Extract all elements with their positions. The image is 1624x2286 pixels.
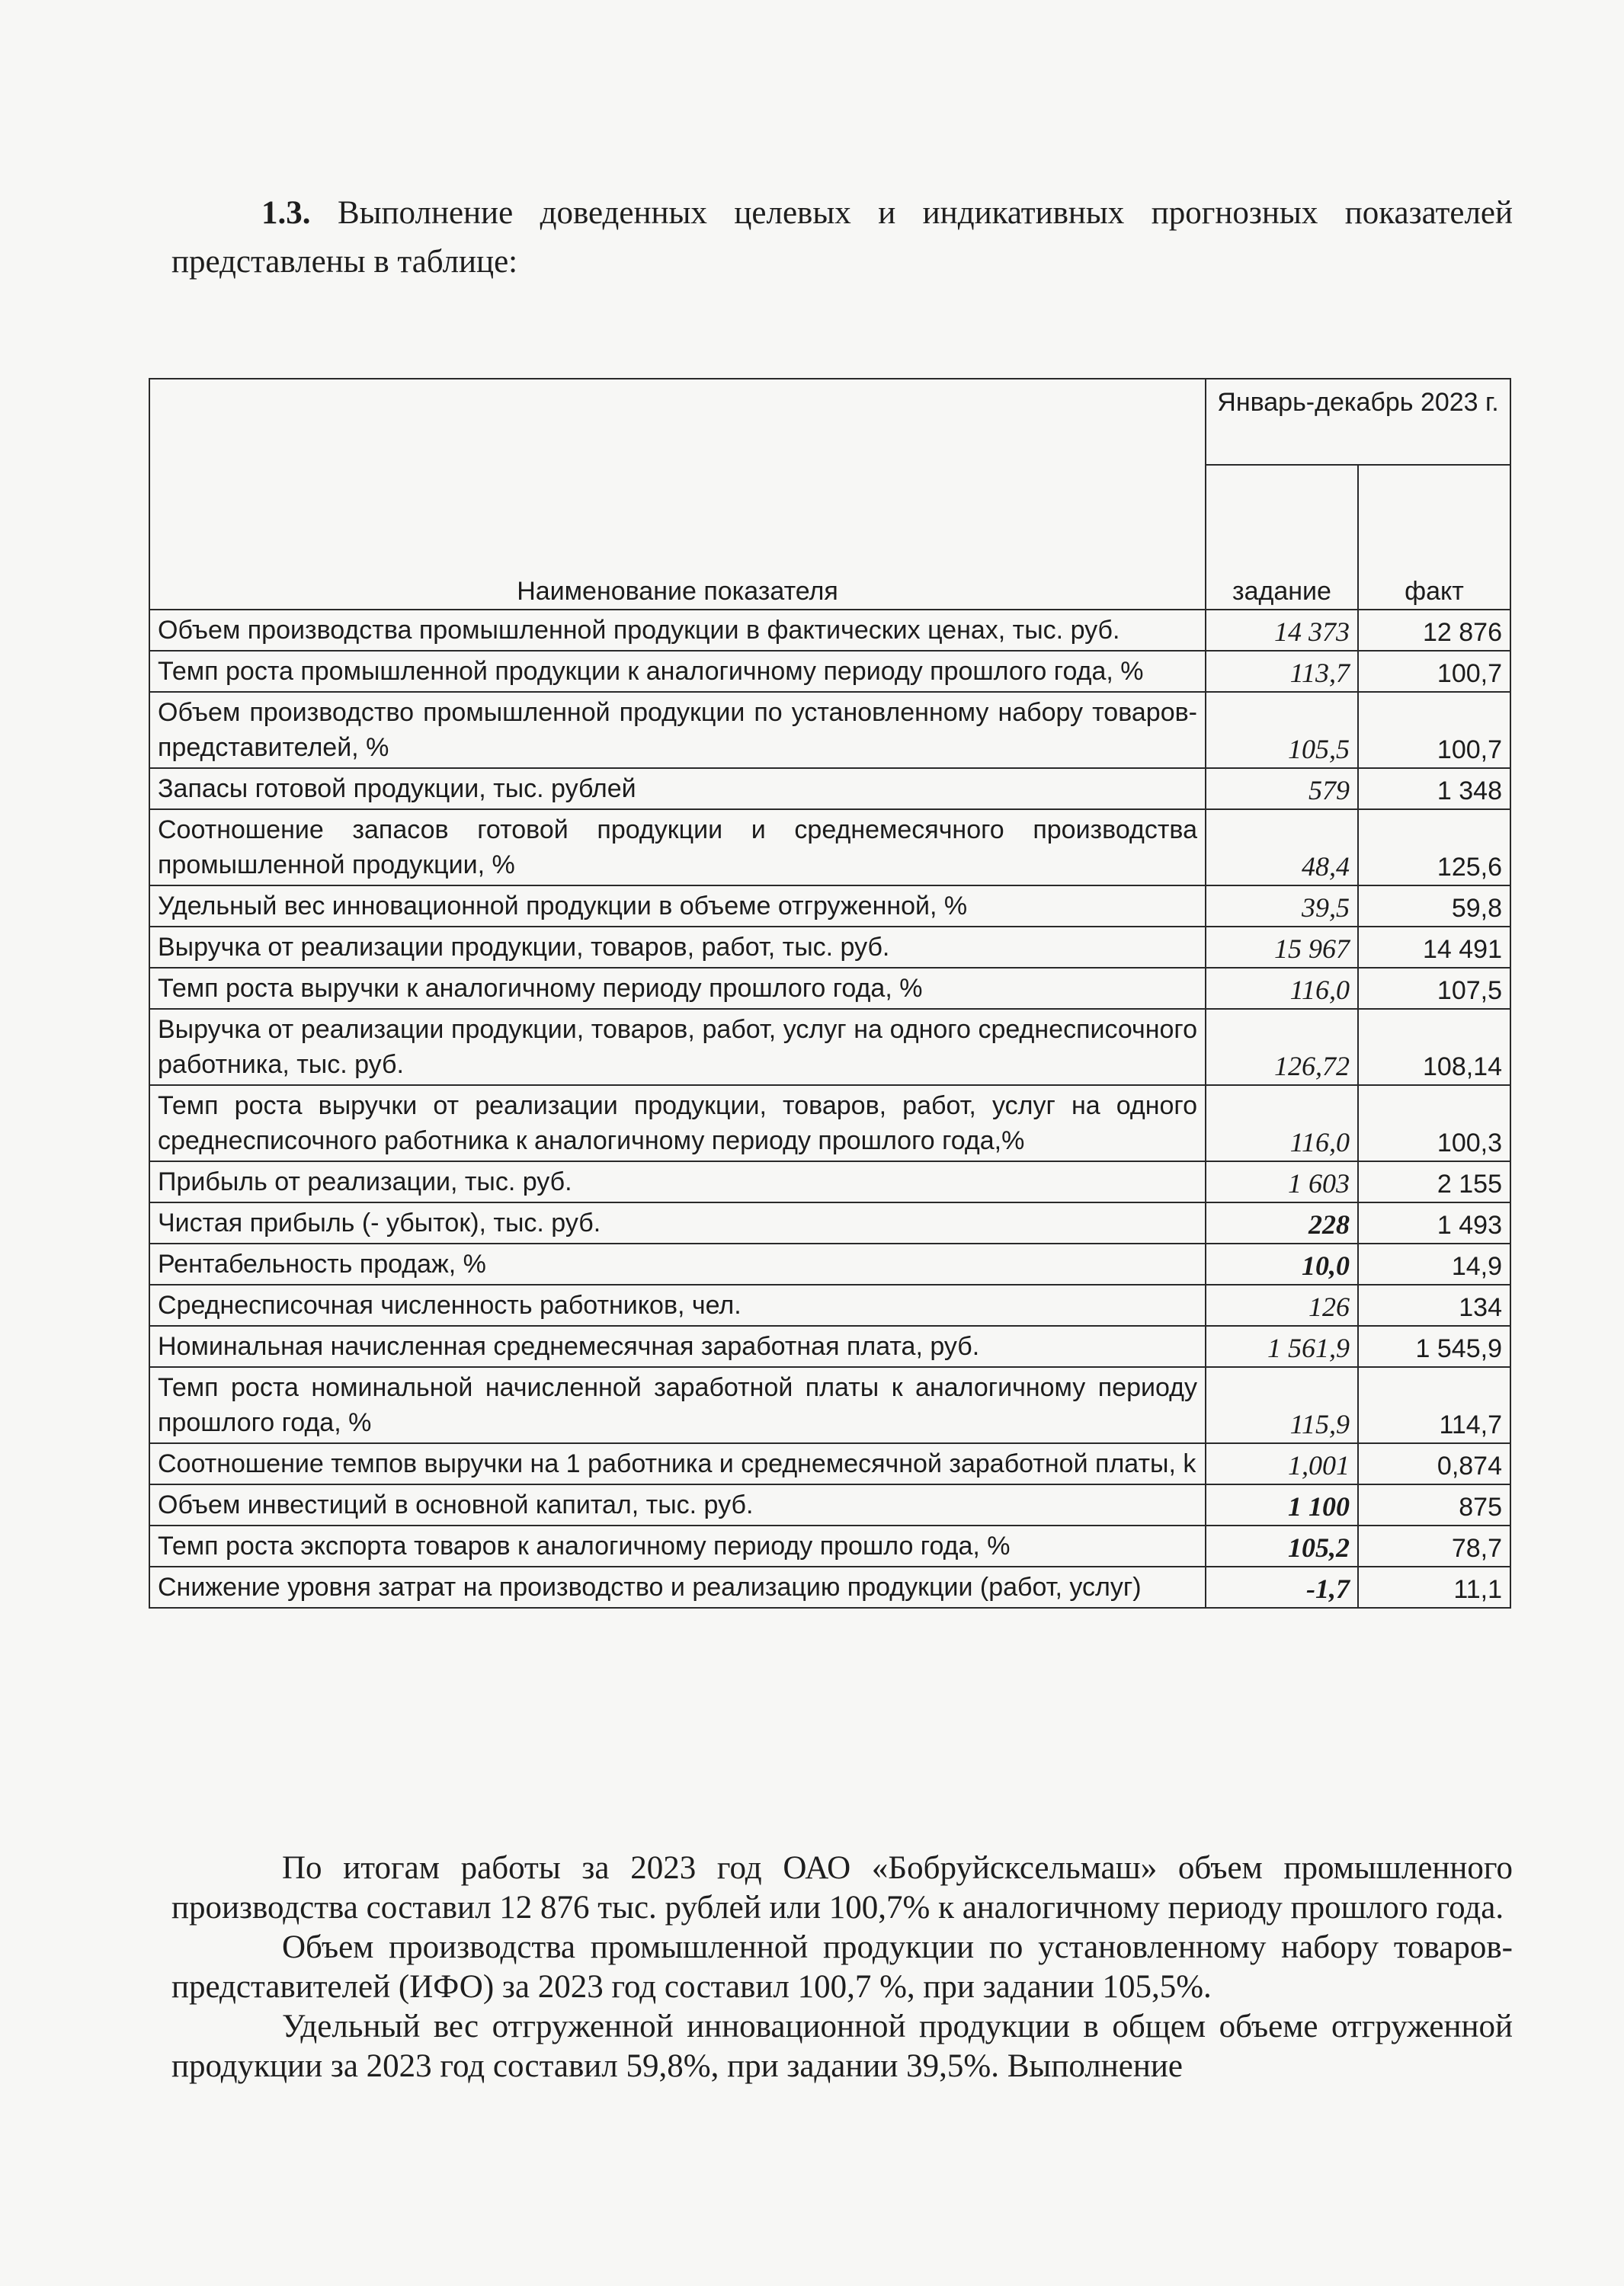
fact-value-cell: 107,5 <box>1358 968 1510 1009</box>
indicator-name-cell: Соотношение темпов выручки на 1 работника и среднемесячной заработной платы, k <box>149 1443 1206 1484</box>
fact-value-cell: 59,8 <box>1358 885 1510 927</box>
plan-value-cell: 1 603 <box>1206 1161 1358 1202</box>
table-row <box>149 610 1510 651</box>
plan-value-cell: 15 967 <box>1206 927 1358 968</box>
table-row <box>149 1085 1510 1161</box>
fact-value-cell: 875 <box>1358 1484 1510 1526</box>
summary-paragraph-3: Удельный вес отгруженной инновационной продукции в общем объеме отгруженной продукции за 2023 год составил 59,8%, при задании 39,5%. Выполнение <box>171 2009 1513 2084</box>
indicator-name-cell: Объем производство промышленной продукции по установленному набору товаров-представителей, % <box>149 692 1206 768</box>
plan-value-cell: 126 <box>1206 1285 1358 1326</box>
table-row <box>149 927 1510 968</box>
plan-value-cell: 14 373 <box>1206 610 1358 651</box>
plan-value-cell: 1,001 <box>1206 1443 1358 1484</box>
table-row <box>149 692 1510 768</box>
indicator-name-cell: Выручка от реализации продукции, товаров, работ, тыс. руб. <box>149 927 1206 968</box>
table-row <box>149 1526 1510 1567</box>
indicator-name-cell: Рентабельность продаж, % <box>149 1244 1206 1285</box>
plan-value-cell: 1 561,9 <box>1206 1326 1358 1367</box>
table-row <box>149 1009 1510 1085</box>
indicators-table <box>149 378 1511 1609</box>
plan-value-cell: 116,0 <box>1206 1085 1358 1161</box>
indicator-name-cell: Удельный вес инновационной продукции в объеме отгруженной, % <box>149 885 1206 927</box>
intro-line-2: представлены в таблице: <box>171 244 518 280</box>
plan-value-cell: 116,0 <box>1206 968 1358 1009</box>
fact-value-cell: 100,7 <box>1358 692 1510 768</box>
fact-value-cell: 108,14 <box>1358 1009 1510 1085</box>
intro-line-1 <box>171 189 1513 238</box>
fact-value-cell: 125,6 <box>1358 809 1510 885</box>
plan-value-cell: 10,0 <box>1206 1244 1358 1285</box>
fact-value-cell: 114,7 <box>1358 1367 1510 1443</box>
summary-paragraph-2: Объем производства промышленной продукции по установленному набору товаров-представителей (ИФО) за 2023 год составил 100,7 %, при задании 105,5%. <box>171 1929 1513 2005</box>
indicator-name-cell: Темп роста промышленной продукции к аналогичному периоду прошлого года, % <box>149 651 1206 692</box>
indicator-name-cell: Прибыль от реализации, тыс. руб. <box>149 1161 1206 1202</box>
plan-value-cell: 39,5 <box>1206 885 1358 927</box>
fact-value-cell: 134 <box>1358 1285 1510 1326</box>
indicator-name-cell: Соотношение запасов готовой продукции и среднемесячного производства промышленной продукции, % <box>149 809 1206 885</box>
section-intro <box>171 189 1513 287</box>
indicator-name-cell: Снижение уровня затрат на производство и реализацию продукции (работ, услуг) <box>149 1567 1206 1608</box>
table-row <box>149 1443 1510 1484</box>
table-row <box>149 1326 1510 1367</box>
plan-value-cell: 115,9 <box>1206 1367 1358 1443</box>
plan-value-cell: 126,72 <box>1206 1009 1358 1085</box>
plan-value-cell: 105,2 <box>1206 1526 1358 1567</box>
plan-value-cell: 579 <box>1206 768 1358 809</box>
plan-value-cell: 228 <box>1206 1202 1358 1244</box>
fact-value-cell: 14,9 <box>1358 1244 1510 1285</box>
indicator-name-cell: Темп роста экспорта товаров к аналогичному периоду прошло года, % <box>149 1526 1206 1567</box>
table-row <box>149 1484 1510 1526</box>
indicator-name-cell: Номинальная начисленная среднемесячная заработная плата, руб. <box>149 1326 1206 1367</box>
indicator-name-cell: Среднесписочная численность работников, чел. <box>149 1285 1206 1326</box>
indicator-name-cell: Темп роста номинальной начисленной заработной платы к аналогичному периоду прошлого года, % <box>149 1367 1206 1443</box>
fact-value-cell: 0,874 <box>1358 1443 1510 1484</box>
table-row <box>149 1161 1510 1202</box>
indicator-name-cell: Объем инвестиций в основной капитал, тыс. руб. <box>149 1484 1206 1526</box>
plan-value-cell: 105,5 <box>1206 692 1358 768</box>
table-row <box>149 1285 1510 1326</box>
table-row <box>149 1567 1510 1608</box>
column-header-fact: факт <box>1358 465 1510 610</box>
fact-value-cell: 100,3 <box>1358 1085 1510 1161</box>
indicator-name-cell: Выручка от реализации продукции, товаров, работ, услуг на одного среднесписочного работника, тыс. руб. <box>149 1009 1206 1085</box>
plan-value-cell: -1,7 <box>1206 1567 1358 1608</box>
column-header-plan: задание <box>1206 465 1358 610</box>
intro-text-1: Выполнение доведенных целевых и индикативных прогнозных показателей <box>337 195 1513 231</box>
fact-value-cell: 1 545,9 <box>1358 1326 1510 1367</box>
table-row <box>149 885 1510 927</box>
fact-value-cell: 78,7 <box>1358 1526 1510 1567</box>
fact-value-cell: 12 876 <box>1358 610 1510 651</box>
table-row <box>149 768 1510 809</box>
section-number: 1.3. <box>261 195 311 231</box>
plan-value-cell: 113,7 <box>1206 651 1358 692</box>
fact-value-cell: 1 348 <box>1358 768 1510 809</box>
indicator-name-cell: Объем производства промышленной продукции в фактических ценах, тыс. руб. <box>149 610 1206 651</box>
fact-value-cell: 100,7 <box>1358 651 1510 692</box>
column-header-period: Январь-декабрь 2023 г. <box>1206 379 1510 465</box>
fact-value-cell: 11,1 <box>1358 1567 1510 1608</box>
table-row <box>149 968 1510 1009</box>
table-body <box>149 610 1510 1608</box>
plan-value-cell: 48,4 <box>1206 809 1358 885</box>
table-header-row-1 <box>149 379 1510 465</box>
indicator-name-cell: Запасы готовой продукции, тыс. рублей <box>149 768 1206 809</box>
indicator-name-cell: Чистая прибыль (- убыток), тыс. руб. <box>149 1202 1206 1244</box>
summary-paragraph-1: По итогам работы за 2023 год ОАО «Бобруйсксельмаш» объем промышленного производства составил 12 876 тыс. рублей или 100,7% к аналогичному периоду прошлого года. <box>171 1850 1513 1926</box>
table-row <box>149 1202 1510 1244</box>
table-row <box>149 651 1510 692</box>
summary-text <box>171 1849 1513 2086</box>
indicator-name-cell: Темп роста выручки к аналогичному периоду прошлого года, % <box>149 968 1206 1009</box>
fact-value-cell: 14 491 <box>1358 927 1510 968</box>
column-header-name: Наименование показателя <box>149 379 1206 610</box>
table-row <box>149 1367 1510 1443</box>
plan-value-cell: 1 100 <box>1206 1484 1358 1526</box>
indicator-name-cell: Темп роста выручки от реализации продукции, товаров, работ, услуг на одного среднесписочного работника к аналогичному периоду прошлого года,% <box>149 1085 1206 1161</box>
fact-value-cell: 1 493 <box>1358 1202 1510 1244</box>
table-row <box>149 809 1510 885</box>
fact-value-cell: 2 155 <box>1358 1161 1510 1202</box>
table-row <box>149 1244 1510 1285</box>
